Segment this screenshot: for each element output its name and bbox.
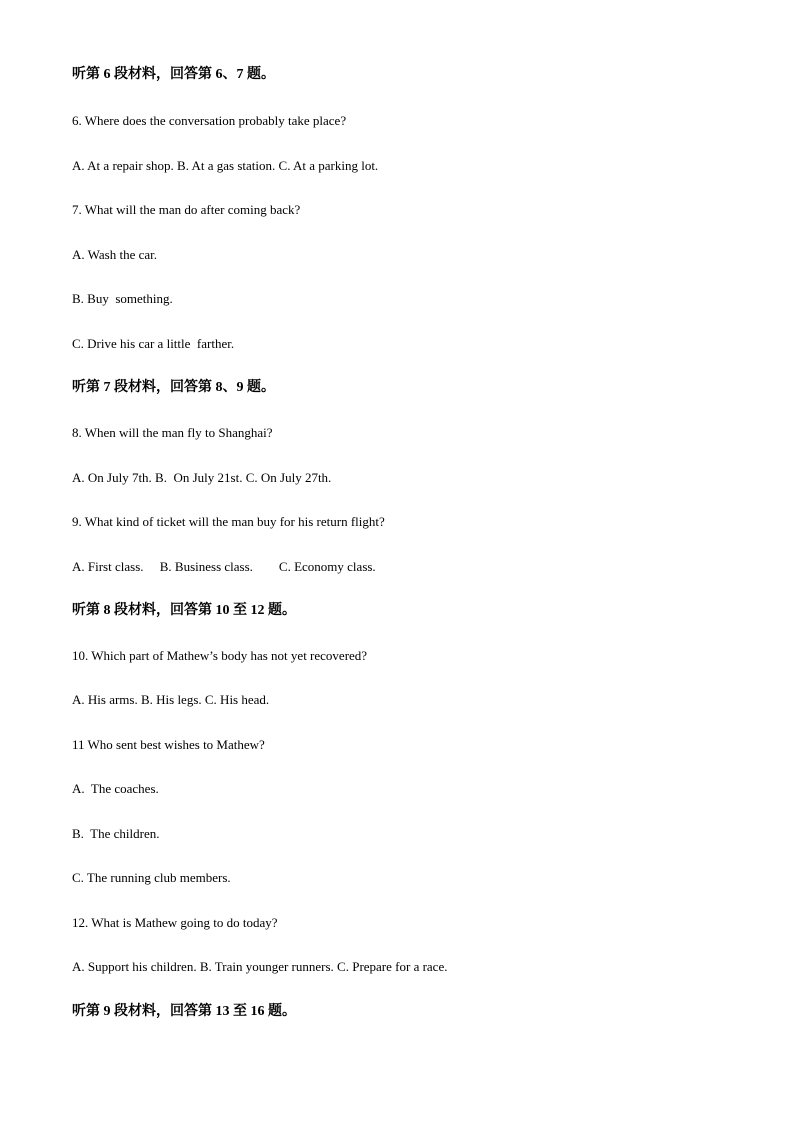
section-heading-9: 听第 9 段材料，回答第 13 至 16 题。	[72, 1004, 296, 1019]
question-8-options: A. On July 7th. B. On July 21st. C. On July 27th.	[72, 470, 332, 485]
section-heading-6: 听第 6 段材料，回答第 6、7 题。	[72, 67, 275, 82]
question-6: 6. Where does the conversation probably take place?	[72, 113, 347, 128]
question-7-option-b: B. Buy something.	[72, 291, 173, 306]
question-7: 7. What will the man do after coming back?	[72, 202, 301, 217]
question-7-option-a: A. Wash the car.	[72, 247, 157, 262]
question-10: 10. Which part of Mathew’s body has not yet recovered?	[72, 648, 368, 663]
question-11-option-c: C. The running club members.	[72, 870, 231, 885]
question-12-options: A. Support his children. B. Train younger runners. C. Prepare for a race.	[72, 959, 448, 974]
section-heading-7: 听第 7 段材料，回答第 8、9 题。	[72, 380, 275, 395]
question-11: 11 Who sent best wishes to Mathew?	[72, 737, 265, 752]
question-6-options: A. At a repair shop. B. At a gas station. C. At a parking lot.	[72, 158, 379, 173]
question-10-options: A. His arms. B. His legs. C. His head.	[72, 692, 270, 707]
question-11-option-a: A. The coaches.	[72, 781, 159, 796]
question-7-option-c: C. Drive his car a little farther.	[72, 336, 235, 351]
question-8: 8. When will the man fly to Shanghai?	[72, 425, 273, 440]
section-heading-8: 听第 8 段材料，回答第 10 至 12 题。	[72, 603, 296, 618]
question-9-options: A. First class. B. Business class. C. Economy class.	[72, 559, 376, 574]
question-11-option-b: B. The children.	[72, 826, 160, 841]
question-9: 9. What kind of ticket will the man buy for his return flight?	[72, 514, 385, 529]
question-12: 12. What is Mathew going to do today?	[72, 915, 278, 930]
